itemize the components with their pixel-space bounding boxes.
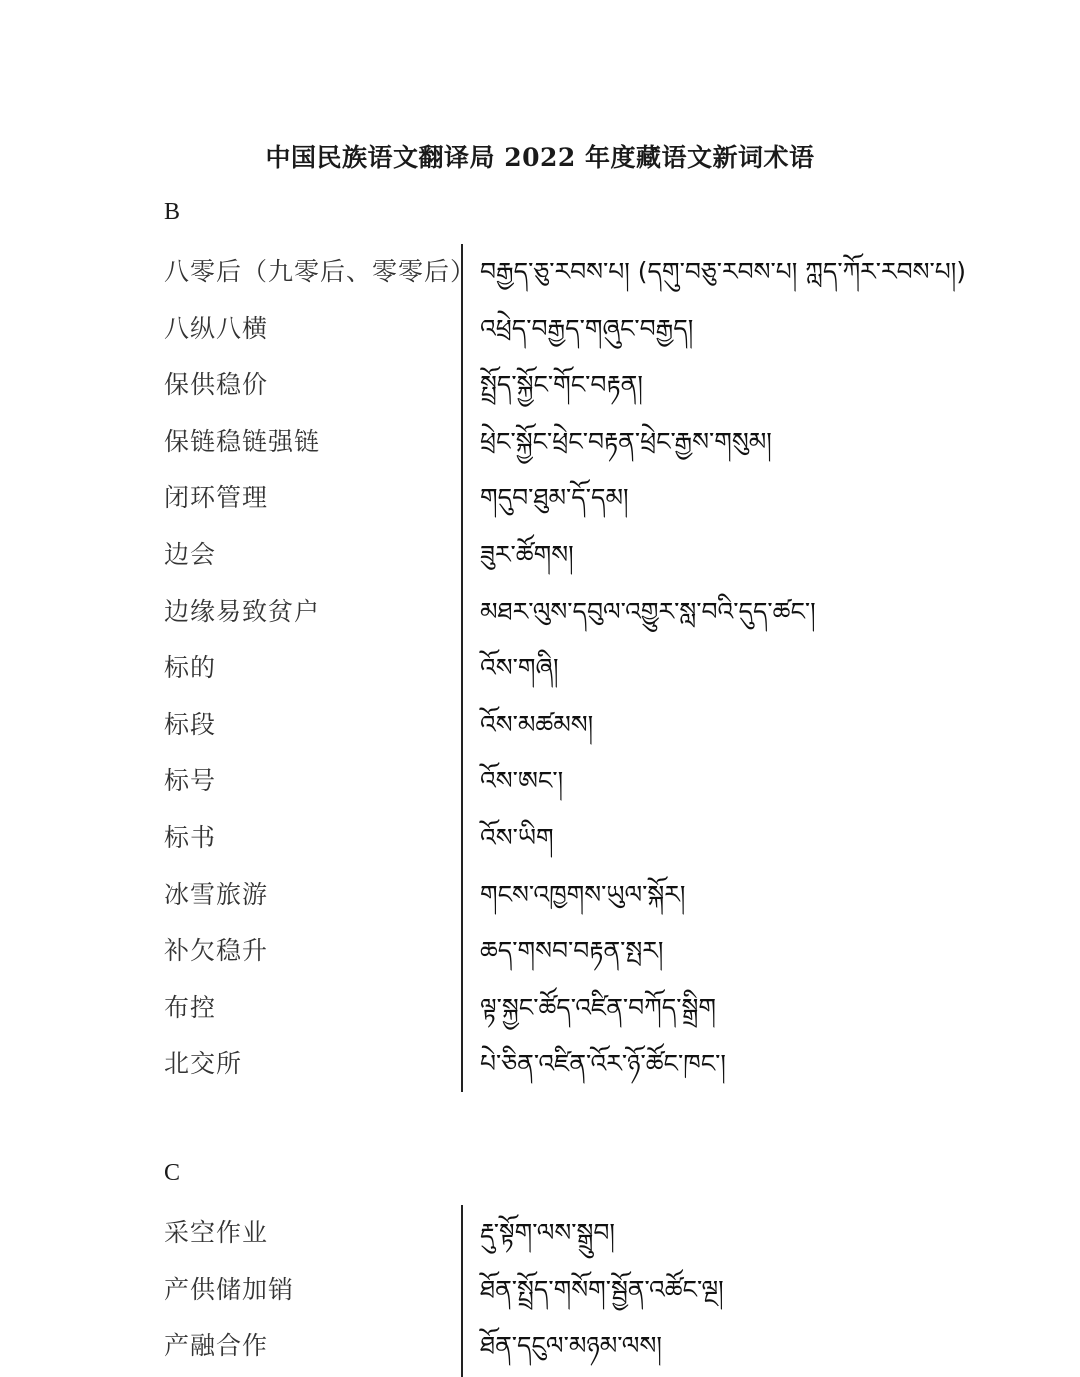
term-row <box>164 301 924 358</box>
term-row <box>164 414 924 471</box>
term-row <box>164 923 924 980</box>
term-row <box>164 470 924 527</box>
chinese-term: 产供储加销 <box>164 1274 295 1304</box>
tibetan-term: ཟུར་ཚོགས། <box>480 539 574 569</box>
term-row <box>164 1262 924 1319</box>
tibetan-term: བརྒྱད་ཅུ་རབས་པ། (དགུ་བཅུ་རབས་པ། ཀླད་ཀོར་རབས་པ།) <box>480 257 967 286</box>
chinese-term: 标的 <box>164 653 217 683</box>
tibetan-term: འོས་ཡིག <box>480 822 554 852</box>
term-row <box>164 980 924 1037</box>
tibetan-term: འོས་གཞི། <box>480 653 559 683</box>
section-b <box>164 244 967 1093</box>
chinese-term: 闭环管理 <box>164 483 269 513</box>
chinese-term: 标号 <box>164 766 217 796</box>
term-row <box>164 1318 924 1375</box>
tibetan-term: འཕྲེད་བརྒྱད་གཞུང་བརྒྱད། <box>480 313 694 343</box>
chinese-term: 北交所 <box>164 1049 243 1079</box>
term-row <box>164 810 924 867</box>
tibetan-term: ལྟ་སྐྱང་ཚོད་འཛིན་བཀོད་སྒྲིག <box>480 992 716 1022</box>
tibetan-term: གདུབ་ཐུམ་དོ་དམ། <box>480 483 629 513</box>
chinese-term: 保链稳链强链 <box>164 426 321 456</box>
tibetan-term: གངས་འཁྱགས་ཡུལ་སྐོར། <box>480 879 686 909</box>
chinese-term: 布控 <box>164 992 217 1022</box>
term-row <box>164 867 924 924</box>
chinese-term: 补欠稳升 <box>164 936 269 966</box>
chinese-term: 保供稳价 <box>164 370 269 400</box>
tibetan-term: རྡུ་སྟོག་ལས་སྒྲུབ། <box>480 1218 615 1247</box>
chinese-term: 冰雪旅游 <box>164 879 269 909</box>
term-row <box>164 244 967 301</box>
tibetan-term: འོས་མཚམས། <box>480 709 594 739</box>
term-row <box>164 640 924 697</box>
tibetan-term: འོས་ཨང་། <box>480 766 564 796</box>
tibetan-term: ཐོན་དངུལ་མཉམ་ལས། <box>480 1331 662 1361</box>
tibetan-term: མཐར་ལུས་དབུལ་འགྱུར་སླ་བའི་དུད་ཚང་། <box>480 596 816 626</box>
term-row <box>164 1036 924 1093</box>
tibetan-term: པེ་ཅིན་འཛིན་འོར་ཉོ་ཚོང་ཁང་། <box>480 1049 726 1079</box>
chinese-term: 边缘易致贫户 <box>164 596 321 626</box>
chinese-term: 标书 <box>164 822 217 852</box>
term-row <box>164 697 924 754</box>
tibetan-term: ཕྲེང་སྐྱོང་ཕྲེང་བརྟན་ཕྲེང་རྒྱས་གསུམ། <box>480 426 772 456</box>
term-row <box>164 1205 924 1262</box>
tibetan-term: ཆད་གསབ་བརྟན་སྤར། <box>480 936 664 966</box>
tibetan-term: སྤྲོད་སྐྱོང་གོང་བརྟན། <box>480 370 643 400</box>
chinese-term: 八零后（九零后、零零后） <box>164 257 477 286</box>
chinese-term: 产融合作 <box>164 1331 269 1361</box>
page-title: 中国民族语文翻译局 2022 年度藏语文新词术语 <box>265 143 815 172</box>
chinese-term: 标段 <box>164 709 217 739</box>
section-letter-c: C <box>164 1160 181 1186</box>
chinese-term: 八纵八横 <box>164 313 269 343</box>
term-row <box>164 584 924 641</box>
chinese-term: 边会 <box>164 539 217 569</box>
section-letter-b: B <box>164 199 181 225</box>
term-row <box>164 527 924 584</box>
term-row <box>164 357 924 414</box>
section-c <box>164 1205 924 1375</box>
chinese-term: 采空作业 <box>164 1218 269 1247</box>
term-row <box>164 753 924 810</box>
tibetan-term: ཐོན་སྤྲོད་གསོག་སྦྱོན་འཚོང་ལྔ། <box>480 1274 724 1304</box>
